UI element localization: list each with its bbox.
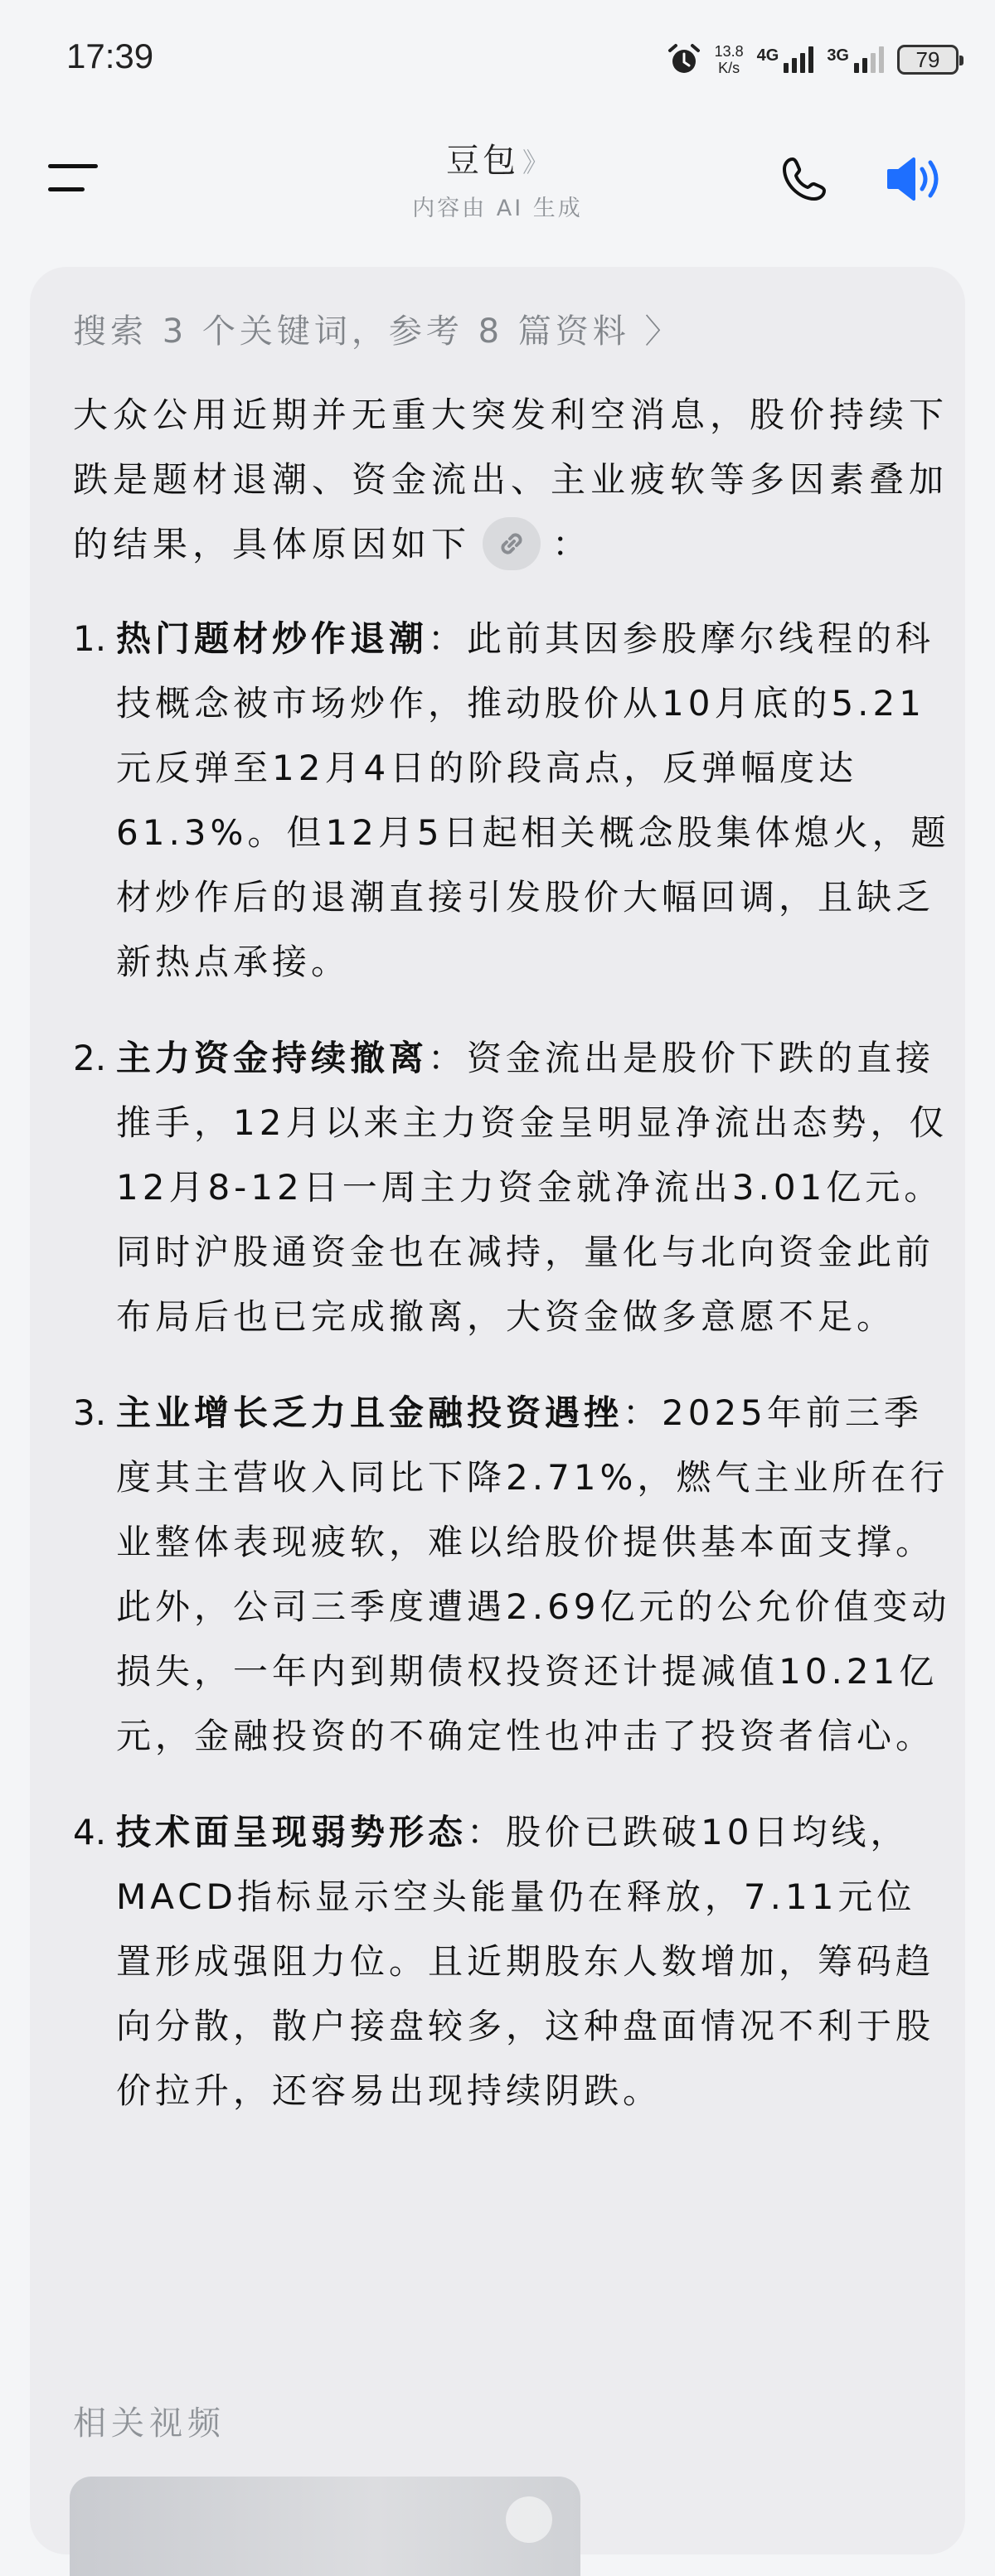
- status-time: 17:39: [66, 36, 154, 75]
- phone-icon: [778, 153, 831, 206]
- speaker-icon: [884, 153, 945, 206]
- network-speed: [715, 43, 744, 76]
- signal-3g-icon: [827, 46, 884, 73]
- app-header: [0, 124, 995, 232]
- list-item-number: 4.: [73, 1812, 107, 1852]
- play-icon: [506, 2496, 552, 2543]
- battery-level: 79: [915, 46, 940, 72]
- search-summary-link[interactable]: 搜索 3 个关键词，参考 8 篇资料 〉: [73, 312, 682, 351]
- list-item: [73, 1800, 952, 2123]
- speaker-button[interactable]: [884, 153, 945, 209]
- signal-3g-label: 3G: [827, 46, 849, 65]
- list-item-body: ：此前其因参股摩尔线程的科技概念被市场炒作，推动股价从10月底的5.21元反弹至12月4日的阶段高点，反弹幅度达61.3%。但12月5日起相关概念股集体熄火，题材炒作后的退潮直接引发股价大幅回调，且缺乏新热点承接。: [116, 618, 950, 982]
- network-speed-unit: K/s: [718, 60, 740, 76]
- list-item-number: 1.: [73, 618, 107, 659]
- network-speed-value: 13.8: [714, 43, 744, 60]
- list-item-heading: 技术面呈现弱势形态: [116, 1812, 468, 1852]
- list-item-body: ：股价已跌破10日均线，MACD指标显示空头能量仍在释放，7.11元位置形成强阻力位。且近期股东人数增加，筹码趋向分散，散户接盘较多，这种盘面情况不利于股价拉升，还容易出现持续阴跌。: [116, 1812, 935, 2111]
- phone-call-button[interactable]: [778, 153, 831, 209]
- list-item: [73, 1026, 952, 1349]
- list-item-heading: 热门题材炒作退潮: [116, 618, 429, 659]
- title-chevron-icon: 》: [522, 147, 549, 178]
- status-icons: [667, 36, 959, 83]
- signal-4g-icon: [757, 46, 814, 73]
- list-item-heading: 主业增长乏力且金融投资遇挫: [116, 1392, 624, 1433]
- signal-4g-label: 4G: [756, 46, 779, 65]
- title-block[interactable]: [0, 134, 995, 222]
- list-item: [73, 1381, 952, 1769]
- list-item-body: ：2025年前三季度其主营收入同比下降2.71%，燃气主业所在行业整体表现疲软，难以给股价提供基本面支撑。此外，公司三季度遭遇2.69亿元的公允价值变动损失，一年内到期债权投资还计提减值10.21亿元，金融投资的不确定性也冲击了投资者信心。: [116, 1392, 951, 1756]
- battery-icon: [897, 45, 959, 75]
- list-item: [73, 607, 952, 995]
- list-item-number: 2.: [73, 1038, 107, 1078]
- related-videos-title: 相关视频: [73, 2404, 226, 2443]
- alarm-clock-icon: [667, 42, 701, 77]
- app-title[interactable]: 豆包: [445, 142, 519, 180]
- list-item-number: 3.: [73, 1392, 107, 1433]
- answer-intro-end: ：: [552, 524, 593, 564]
- status-bar: [0, 0, 995, 116]
- list-item-heading: 主力资金持续撤离: [116, 1038, 429, 1078]
- reason-list: [73, 607, 952, 2123]
- answer-intro-text: 大众公用近期并无重大突发利空消息，股价持续下跌是题材退潮、资金流出、主业疲软等多因素叠加的结果，具体原因如下: [73, 395, 949, 564]
- link-icon: [496, 528, 527, 559]
- reference-link-button[interactable]: [483, 517, 541, 570]
- answer-content: [73, 383, 952, 2155]
- answer-intro: [73, 383, 952, 577]
- list-item-body: ：资金流出是股价下跌的直接推手，12月以来主力资金呈明显净流出态势，仅12月8-12日一周主力资金就净流出3.01亿元。同时沪股通资金也在减持，量化与北向资金此前布局后也已完成撤离，大资金做多意愿不足。: [116, 1038, 949, 1337]
- ai-generated-notice: 内容由 AI 生成: [412, 196, 583, 221]
- answer-card: [30, 267, 965, 2554]
- video-thumbnail[interactable]: [70, 2477, 580, 2576]
